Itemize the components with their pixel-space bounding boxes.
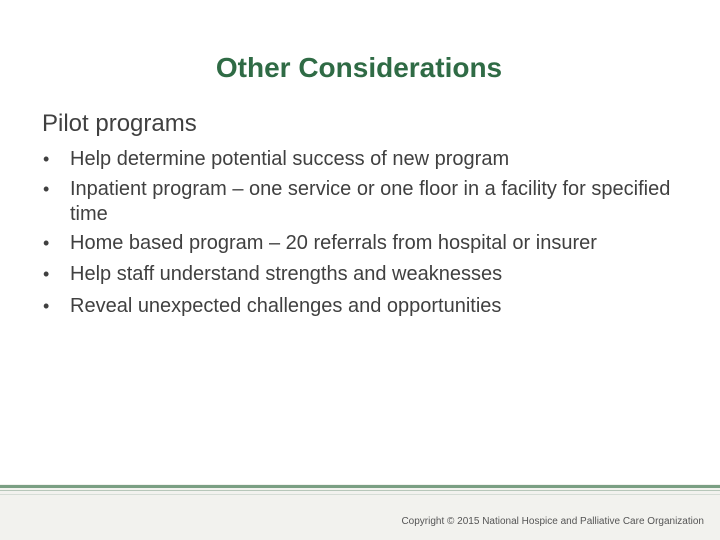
footer-band — [0, 484, 720, 540]
bullet-item-5: • Reveal unexpected challenges and opportunities — [43, 292, 683, 320]
footer-rule-thin — [0, 490, 720, 491]
bullet-item-4: • Help staff understand strengths and weaknesses — [43, 260, 683, 288]
section-subtitle: Pilot programs — [42, 110, 197, 137]
bullet-item-3: • Home based program – 20 referrals from hospital or insurer — [43, 231, 683, 256]
footer-rule-light — [0, 494, 720, 495]
copyright-notice: Copyright © 2015 National Hospice and Palliative Care Organization — [401, 516, 704, 527]
slide-title: Other Considerations — [215, 52, 503, 83]
bullet-list — [43, 145, 683, 324]
footer-rule — [0, 485, 720, 488]
bullet-item-1: • Help determine potential success of new program — [43, 145, 683, 173]
bullet-item-2: • Inpatient program – one service or one floor in a facility for specified time — [43, 177, 683, 227]
